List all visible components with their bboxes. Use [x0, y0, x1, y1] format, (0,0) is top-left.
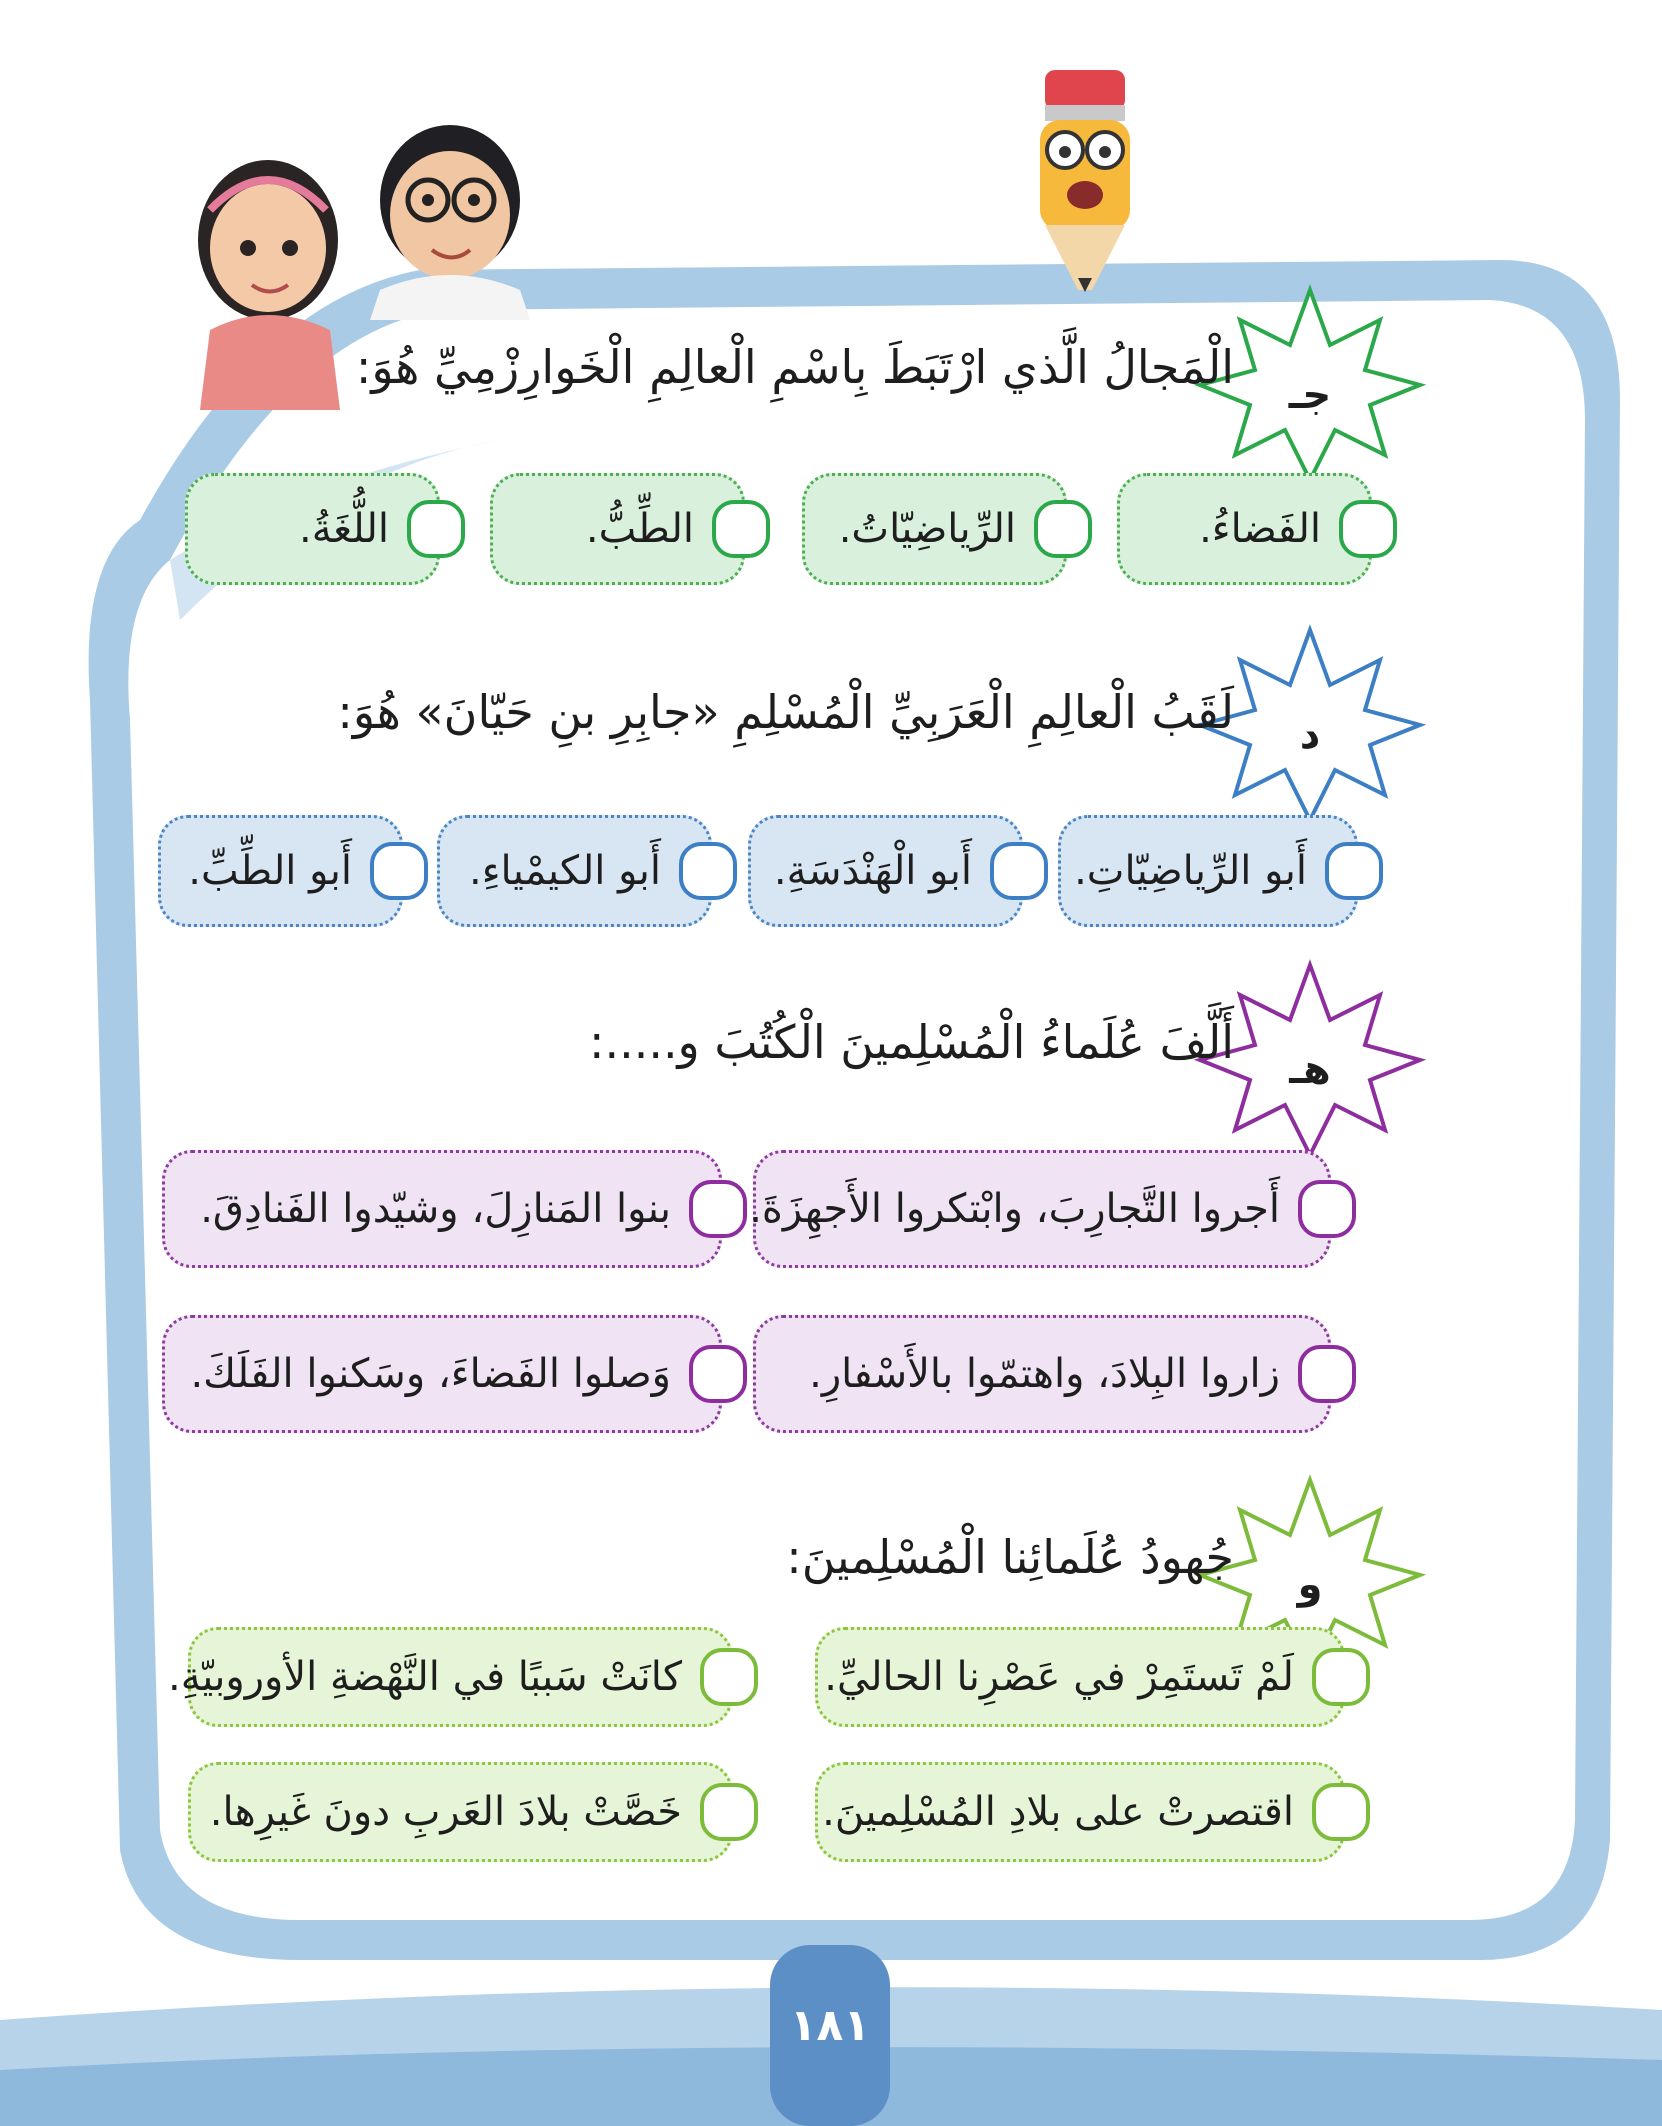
- question-text: أَلَّفَ عُلَماءُ الْمُسْلِمينَ الْكُتُبَ و.....:: [588, 1015, 1234, 1069]
- option[interactable]: [162, 1150, 722, 1268]
- checkbox[interactable]: [370, 842, 428, 900]
- checkbox[interactable]: [1298, 1345, 1356, 1403]
- option[interactable]: [748, 815, 1023, 927]
- question-text: لَقَبُ الْعالِمِ الْعَرَبِيِّ الْمُسْلِمِ «جابِرِ بنِ حَيّانَ» هُوَ:: [337, 685, 1234, 739]
- checkbox[interactable]: [1034, 500, 1092, 558]
- checkbox[interactable]: [689, 1345, 747, 1403]
- pencil-mascot: [1040, 70, 1130, 292]
- option-label: أَبو الرِّياضِيّاتِ.: [1074, 848, 1307, 894]
- checkbox[interactable]: [1339, 500, 1397, 558]
- option-label: بنوا المَنازِلَ، وشيّدوا الفَنادِقَ.: [200, 1186, 671, 1232]
- question-text: الْمَجالُ الَّذي ارْتَبَطَ بِاسْمِ الْعالِمِ الْخَوارِزْمِيِّ هُوَ:: [355, 340, 1234, 394]
- checkbox[interactable]: [407, 500, 465, 558]
- checkbox[interactable]: [712, 500, 770, 558]
- boy-illustration: [370, 125, 530, 320]
- option[interactable]: [1117, 473, 1372, 585]
- option-label: أَجروا التَّجارِبَ، وابْتكروا الأَجهِزَةَ.: [749, 1186, 1280, 1232]
- option-label: أَبو الطِّبِّ.: [188, 848, 352, 894]
- question-letter-ha: هـ: [1289, 1047, 1331, 1093]
- option-label: اللُّغَةُ.: [299, 506, 389, 552]
- option-label: خَصَّتْ بلادَ العَربِ دونَ غَيرِها.: [209, 1789, 682, 1835]
- checkbox[interactable]: [700, 1648, 758, 1706]
- option-label: وَصلوا الفَضاءَ، وسَكنوا الفَلَكَ.: [190, 1351, 671, 1397]
- checkbox[interactable]: [700, 1783, 758, 1841]
- page-number: ١٨١: [789, 1999, 871, 2051]
- option[interactable]: [168, 1627, 733, 1727]
- option-label: اقتصرتْ على بلادِ المُسْلِمينَ.: [822, 1789, 1294, 1835]
- option[interactable]: [753, 1315, 1331, 1433]
- option[interactable]: [185, 473, 440, 585]
- option[interactable]: [162, 1315, 722, 1433]
- checkbox[interactable]: [1325, 842, 1383, 900]
- option-label: الرِّياضِيّاتُ.: [838, 506, 1016, 552]
- question-letter-dal: د: [1299, 712, 1321, 758]
- option[interactable]: [437, 815, 712, 927]
- question-letter-jeem: جـ: [1288, 372, 1332, 418]
- checkbox[interactable]: [679, 842, 737, 900]
- option[interactable]: [490, 473, 745, 585]
- question-text: جُهودُ عُلَمائِنا الْمُسْلِمينَ:: [786, 1530, 1234, 1584]
- question-letter-waw: و: [1297, 1562, 1323, 1608]
- option[interactable]: [188, 1762, 733, 1862]
- option[interactable]: [802, 473, 1067, 585]
- option-label: لَمْ تَستَمِرْ في عَصْرِنا الحاليِّ.: [824, 1654, 1294, 1700]
- checkbox[interactable]: [990, 842, 1048, 900]
- option[interactable]: [749, 1150, 1331, 1268]
- checkbox[interactable]: [1312, 1648, 1370, 1706]
- option-label: زاروا البِلادَ، واهتمّوا بالأَسْفارِ.: [809, 1351, 1280, 1397]
- checkbox[interactable]: [1312, 1783, 1370, 1841]
- girl-illustration: [198, 160, 340, 410]
- option[interactable]: [158, 815, 403, 927]
- option-label: أَبو الْهَنْدَسَةِ.: [773, 848, 972, 894]
- checkbox[interactable]: [689, 1180, 747, 1238]
- option-label: كانَتْ سَببًا في النَّهْضةِ الأوروبيّةِ.: [168, 1654, 682, 1700]
- option[interactable]: [1058, 815, 1358, 927]
- option-label: أَبو الكيمْياءِ.: [469, 848, 661, 894]
- option[interactable]: [815, 1627, 1345, 1727]
- checkbox[interactable]: [1298, 1180, 1356, 1238]
- option-label: الطِّبُّ.: [585, 506, 694, 552]
- option-label: الفَضاءُ.: [1199, 506, 1321, 552]
- option[interactable]: [815, 1762, 1345, 1862]
